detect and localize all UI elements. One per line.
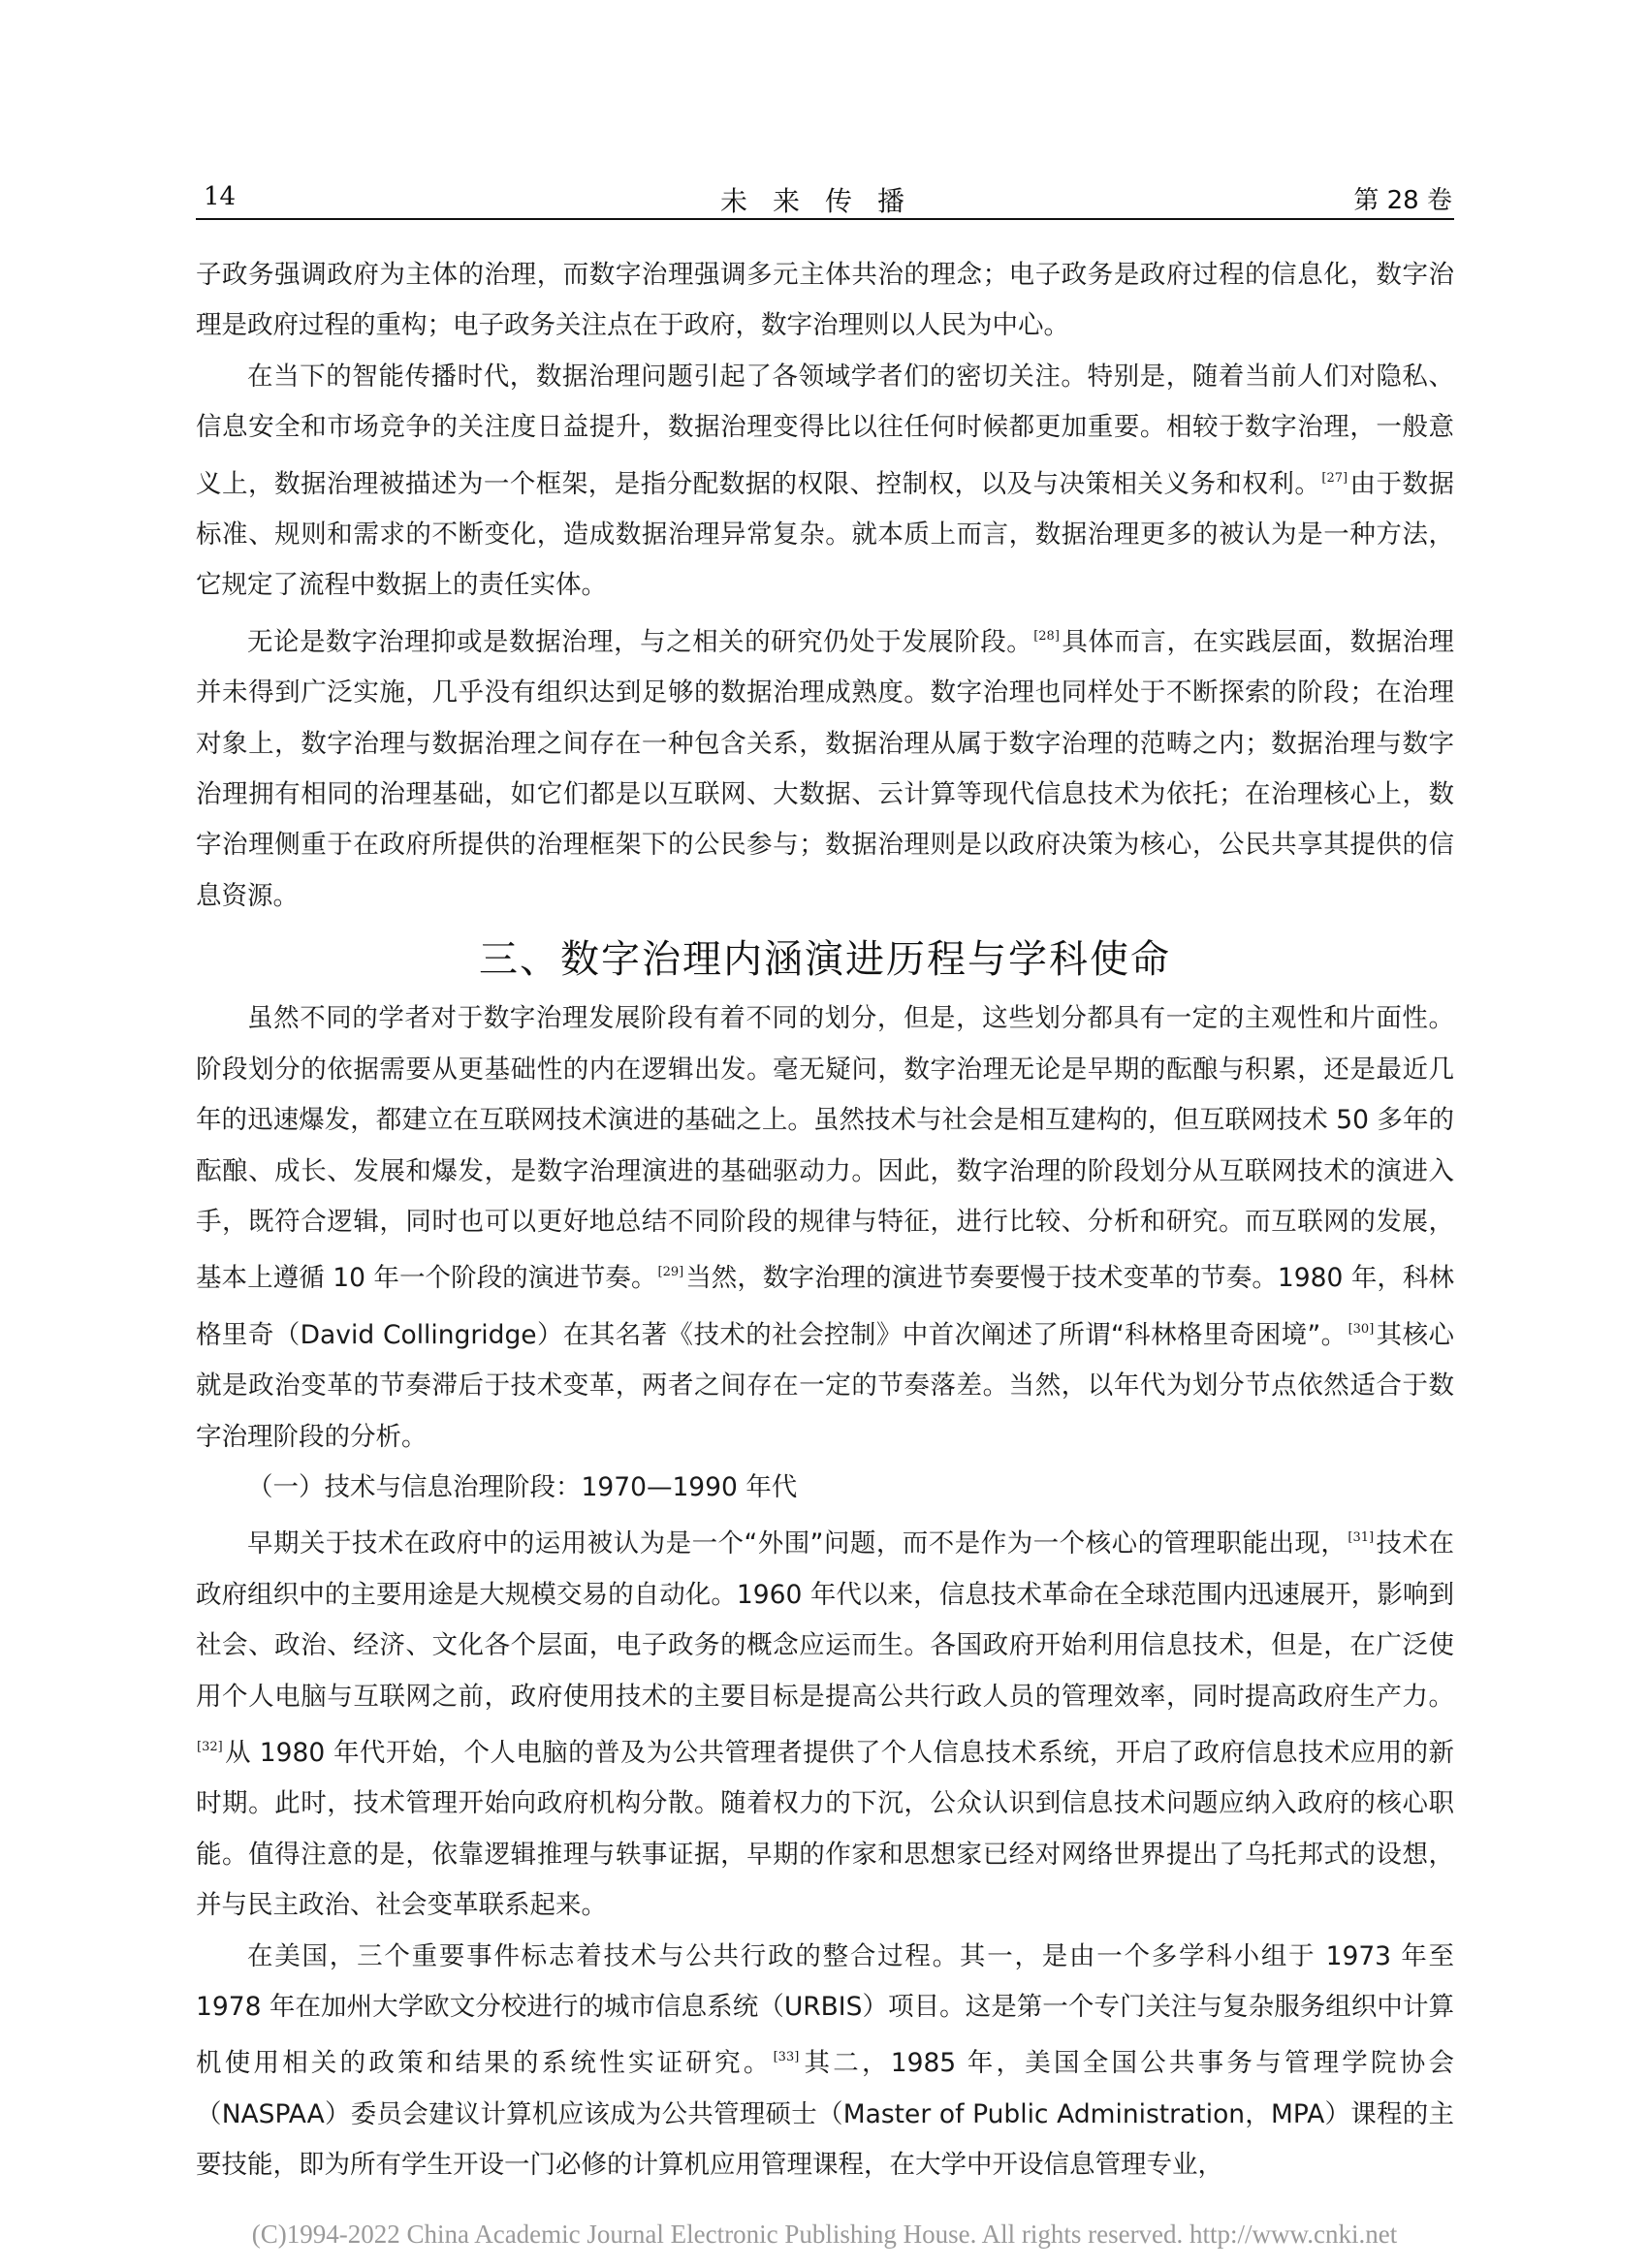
journal-title: 未来传播 [719,185,930,217]
paragraph-2-text-a: 在当下的智能传播时代，数据治理问题引起了各领域学者们的密切关注。特别是，随着当前人们对隐私、信息安全和市场竞争的关注度日益提升，数据治理变得比以往任何时候都更加重要。相较于数字治理，一般意义上，数据治理被描述为一个框架，是指分配数据的权限、控制权，以及与决策相关义务和权利。 [196,361,1454,499]
paragraph-5 [196,1513,1454,1931]
section-heading: 三、数字治理内涵演进历程与学科使命 [479,937,1171,983]
citation-33[interactable]: [33] [773,2050,800,2065]
citation-31[interactable]: [31] [1348,1530,1375,1546]
paragraph-5-text-c: 从 1980 年代开始，个人电脑的普及为公共管理者提供了个人信息技术系统，开启了政府信息技术应用的新时期。此时，技术管理开始向政府机构分散。随着权力的下沉，公众认识到信息技术问题应纳入政府的核心职能。值得注意的是，依靠逻辑推理与轶事证据，早期的作家和思想家已经对网络世界提出了乌托邦式的设想，并与民主政治、社会变革联系起来。 [196,1737,1454,1921]
paragraph-3-text-a: 无论是数字治理抑或是数据治理，与之相关的研究仍处于发展阶段。 [247,626,1033,657]
paragraph-4-text-c: 其核心就是政治变革的节奏滞后于技术变革，两者之间存在一定的节奏落差。当然，以年代为划分节点依然适合于数字治理阶段的分析。 [196,1319,1454,1452]
citation-29[interactable]: [29] [657,1265,684,1280]
paragraph-5-text-b: 技术在政府组织中的主要用途是大规模交易的自动化。1960 年代以来，信息技术革命在全球范围内迅速展开，影响到社会、政治、经济、文化各个层面，电子政务的概念应运而生。各国政府开始利用信息技术，但是，在广泛使用个人电脑与互联网之前，政府使用技术的主要目标是提高公共行政人员的管理效率，同时提高政府生产力。 [196,1528,1455,1712]
header-rule [196,218,1454,220]
paragraph-4-text-a: 虽然不同的学者对于数字治理发展阶段有着不同的划分，但是，这些划分都具有一定的主观性和片面性。阶段划分的依据需要从更基础性的内在逻辑出发。毫无疑问，数字治理无论是早期的酝酿与积累，还是最近几年的迅速爆发，都建立在互联网技术演进的基础之上。虽然技术与社会是相互建构的，但互联网技术 50 多年的酝酿、成长、发展和爆发，是数字治理演进的基础驱动力。因此，数字治理的阶段划分从互联网技术的演进入手，既符合逻辑，同时也可以更好地总结不同阶段的规律与特征，进行比较、分析和研究。而互联网的发展，基本上遵循 10 年一个阶段的演进节奏。 [196,1003,1454,1294]
paragraph-2 [196,352,1454,612]
paragraph-3 [196,612,1454,922]
running-header [196,176,1454,215]
copyright-footer: (C)1994-2022 China Academic Journal Electronic Publishing House. All rights reserved. http://www.cnki.net [251,2220,1398,2249]
citation-32[interactable]: [32] [197,1739,223,1754]
paragraph-6 [196,1932,1454,2191]
paragraph-1: 子政务强调政府为主体的治理，而数字治理强调多元主体共治的理念；电子政务是政府过程的信息化，数字治理是政府过程的重构；电子政务关注点在于政府，数字治理则以人民为中心。 [196,260,1454,341]
article-body [196,250,1454,2191]
page-number: 14 [204,182,237,211]
citation-28[interactable]: [28] [1033,628,1060,644]
citation-27[interactable]: [27] [1321,470,1348,486]
paragraph-4 [196,993,1454,1463]
paragraph-4-text-b: 当然，数字治理的演进节奏要慢于技术变革的节奏。1980 年，科林格里奇（David Collingridge）在其名著《技术的社会控制》中首次阐述了所谓“科林格里奇困境”。 [196,1263,1454,1350]
paragraph-6-text-a: 在美国，三个重要事件标志着技术与公共行政的整合过程。其一，是由一个多学科小组于 1973 年至 1978 年在加州大学欧文分校进行的城市信息系统（URBIS）项目。这是第一个专门关注与复杂服务组织中计算机使用相关的政策和结果的系统性实证研究。 [196,1940,1454,2079]
paragraph-6-text-b: 其二，1985 年，美国全国公共事务与管理学院协会（NASPAA）委员会建议计算机应该成为公共管理硕士（Master of Public Administration，MPA）课程的主要技能，即为所有学生开设一门必修的计算机应用管理课程，在大学中开设信息管理专业， [196,2048,1454,2181]
volume-label: 第 28 卷 [1353,186,1452,215]
paragraph-3-text-b: 具体而言，在实践层面，数据治理并未得到广泛实施，几乎没有组织达到足够的数据治理成熟度。数字治理也同样处于不断探索的阶段；在治理对象上，数字治理与数据治理之间存在一种包含关系，数据治理从属于数字治理的范畴之内；数据治理与数字治理拥有相同的治理基础，如它们都是以互联网、大数据、云计算等现代信息技术为依托；在治理核心上，数字治理侧重于在政府所提供的治理框架下的公民参与；数据治理则是以政府决策为核心，公民共享其提供的信息资源。 [196,626,1455,911]
citation-30[interactable]: [30] [1348,1321,1375,1337]
subsection-heading: （一）技术与信息治理阶段：1970—1990 年代 [247,1471,798,1502]
paragraph-2-text-b: 由于数据标准、规则和需求的不断变化，造成数据治理异常复杂。就本质上而言，数据治理更多的被认为是一种方法，它规定了流程中数据上的责任实体。 [196,468,1455,601]
paragraph-5-text-a: 早期关于技术在政府中的运用被认为是一个“外围”问题，而不是作为一个核心的管理职能出现， [247,1528,1348,1559]
